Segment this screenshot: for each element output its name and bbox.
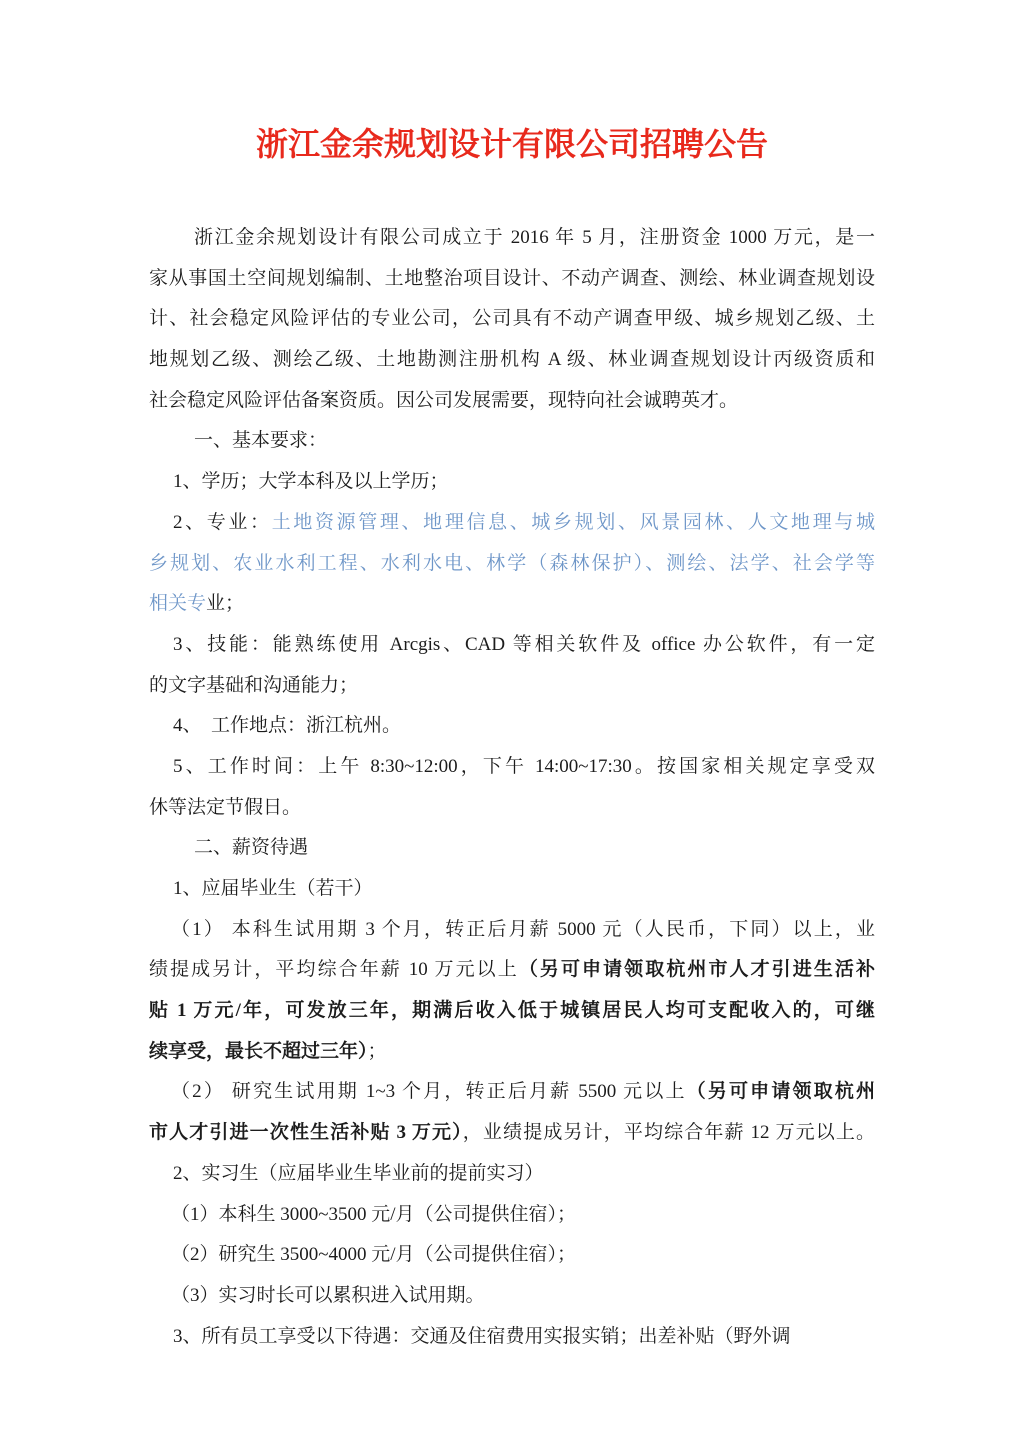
doc-line <box>149 991 875 1032</box>
doc-line <box>149 1113 875 1154</box>
doc-line: 地规划乙级、测绘乙级、土地勘测注册机构 A 级、林业调查规划设计丙级资质和 <box>149 349 875 371</box>
text-segment: ，业绩提成另计，平均综合年薪 12 万元以上。 <box>462 1122 875 1144</box>
text-segment-blue: 土地资源管理、地理信息、城乡规划、风景园林、人文地理与城 <box>271 511 875 533</box>
doc-line <box>149 544 875 585</box>
doc-line: （2）研究生 3500~4000 元/月（公司提供住宿）； <box>171 1244 577 1266</box>
text-segment-blue: 相关专 <box>149 593 207 615</box>
doc-line: 计、社会稳定风险评估的专业公司，公司具有不动产调查甲级、城乡规划乙级、土 <box>149 308 875 330</box>
text-segment-bold: （另可申请领取杭州市人才引进生活补 <box>518 959 875 981</box>
doc-line: 休等法定节假日。 <box>149 796 302 818</box>
text-segment: 业； <box>206 593 245 615</box>
text-segment: （2） 研究生试用期 1~3 个月，转正后月薪 5500 元以上 <box>171 1081 687 1103</box>
doc-line <box>149 503 875 544</box>
doc-line-section-2: 二、薪资待遇 <box>194 837 309 859</box>
doc-title: 浙江金余规划设计有限公司招聘公告 <box>255 126 768 162</box>
document-body <box>149 218 875 1357</box>
doc-line <box>149 584 875 625</box>
doc-line: 浙江金余规划设计有限公司成立于 2016 年 5 月，注册资金 1000 万元，是一 <box>194 227 875 248</box>
doc-line: 1、学历；大学本科及以上学历； <box>173 471 449 493</box>
text-segment: 绩提成另计，平均综合年薪 10 万元以上 <box>149 959 519 981</box>
text-segment-bold: 续享受，最长不超过三年） <box>149 1040 368 1062</box>
text-segment-bold: 市人才引进一次性生活补贴 3 万元） <box>149 1122 463 1144</box>
doc-line: （3）实习时长可以累积进入试用期。 <box>171 1284 485 1306</box>
text-segment: ； <box>367 1040 387 1062</box>
doc-line: 4、 工作地点：浙江杭州。 <box>173 715 402 737</box>
doc-line: 3、所有员工享受以下待遇：交通及住宿费用实报实销；出差补贴（野外调 <box>173 1325 791 1347</box>
doc-line <box>149 1072 875 1113</box>
text-segment-blue: 乡规划、农业水利工程、水利水电、林学（森林保护）、测绘、法学、社会学等 <box>149 552 875 574</box>
doc-line: 家从事国土空间规划编制、土地整治项目设计、不动产调查、测绘、林业调查规划设 <box>149 267 875 289</box>
doc-line: （1）本科生 3000~3500 元/月（公司提供住宿）； <box>171 1203 577 1225</box>
doc-line: 5、工作时间：上午 8:30~12:00，下午 14:00~17:30。按国家相关规定享受双 <box>173 755 875 777</box>
doc-line: 2、实习生（应届毕业生毕业前的提前实习） <box>173 1162 544 1184</box>
doc-line <box>149 1032 875 1073</box>
doc-line: （1） 本科生试用期 3 个月，转正后月薪 5000 元（人民币，下同）以上，业 <box>171 918 875 940</box>
doc-line-section-1: 一、基本要求： <box>194 430 328 452</box>
doc-line: 的文字基础和沟通能力； <box>149 674 359 696</box>
doc-line: 1、应届毕业生（若干） <box>173 878 373 899</box>
doc-line: 社会稳定风险评估备案资质。因公司发展需要，现特向社会诚聘英才。 <box>149 389 739 411</box>
doc-line: 3、技能：能熟练使用 Arcgis、CAD 等相关软件及 office 办公软件，有一定 <box>173 633 875 655</box>
text-segment: 2、专业： <box>173 511 272 533</box>
text-segment-bold: 贴 1 万元/年，可发放三年，期满后收入低于城镇居民人均可支配收入的，可继 <box>149 1000 875 1022</box>
doc-line <box>149 950 875 991</box>
text-segment-bold: （另可申请领取杭州 <box>686 1081 875 1103</box>
